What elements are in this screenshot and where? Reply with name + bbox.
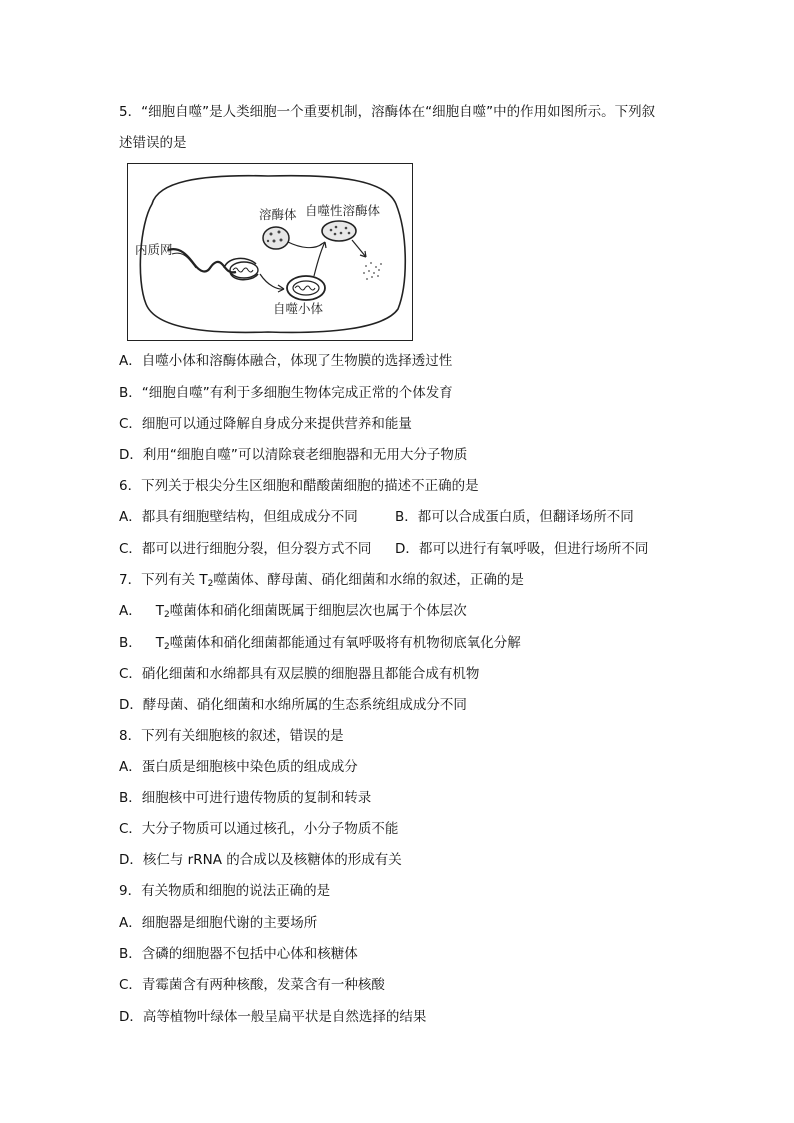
q7-stem [119, 571, 524, 593]
endoplasmic-reticulum-shape [168, 249, 236, 272]
q6-option-c: C．都可以进行细胞分裂，但分裂方式不同 [119, 541, 372, 557]
autophagy-diagram [127, 163, 413, 341]
q8-option-d: D．核仁与 rRNA 的合成以及核糖体的形成有关 [119, 852, 402, 868]
q5-option-b: B．“细胞自噬”有利于多细胞生物体完成正常的个体发育 [119, 385, 453, 401]
q7-option-a-t: T [155, 603, 164, 619]
q5-option-a: A．自噬小体和溶酶体融合，体现了生物膜的选择透过性 [119, 353, 453, 369]
autolysosome-shape [322, 221, 356, 241]
q8-option-c: C．大分子物质可以通过核孔，小分子物质不能 [119, 821, 399, 837]
degraded-fragments-shape [363, 262, 382, 280]
q9-option-d: D．高等植物叶绿体一般呈扁平状是自然选择的结果 [119, 1009, 427, 1025]
q7-option-a-prefix: A． [119, 603, 142, 619]
q5-option-c: C．细胞可以通过降解自身成分来提供营养和能量 [119, 416, 412, 432]
q9-option-c: C．青霉菌含有两种核酸，发菜含有一种核酸 [119, 977, 385, 993]
q6-stem: 6．下列关于根尖分生区细胞和醋酸菌细胞的描述不正确的是 [119, 478, 479, 494]
q8-option-b: B．细胞核中可进行遗传物质的复制和转录 [119, 790, 372, 806]
label-autophagosome: 自噬小体 [273, 301, 324, 316]
q9-stem: 9．有关物质和细胞的说法正确的是 [119, 883, 331, 899]
q5-option-d: D．利用“细胞自噬”可以清除衰老细胞器和无用大分子物质 [119, 447, 468, 463]
label-autolysosome: 自噬性溶酶体 [305, 203, 381, 218]
q7-option-c: C．硝化细菌和水绵都具有双层膜的细胞器且都能合成有机物 [119, 666, 480, 682]
q7-stem-pre: 7．下列有关 T [119, 572, 208, 588]
q6-option-a: A．都具有细胞壁结构，但组成成分不同 [119, 509, 358, 525]
q8-stem: 8．下列有关细胞核的叙述，错误的是 [119, 728, 344, 744]
arrow-to-degraded [352, 240, 366, 257]
label-lysosome: 溶酶体 [259, 207, 297, 222]
q7-option-a [119, 602, 467, 624]
autophagosome-shape [287, 276, 325, 300]
lysosome-shape [263, 227, 289, 249]
q7-stem-subscript: 2 [207, 579, 214, 589]
label-er: 内质网 [135, 242, 173, 257]
q7-option-a-rest: 噬菌体和硝化细菌既属于细胞层次也属于个体层次 [169, 603, 467, 619]
q7-stem-post: 噬菌体、酵母菌、硝化细菌和水绵的叙述，正确的是 [213, 572, 524, 588]
q7-option-a-subscript: 2 [164, 610, 170, 620]
q7-option-b-subscript: 2 [164, 642, 170, 652]
q6-option-b: B．都可以合成蛋白质，但翻译场所不同 [395, 509, 634, 525]
q8-option-a: A．蛋白质是细胞核中染色质的组成成分 [119, 759, 358, 775]
q5-stem-line2: 述错误的是 [119, 135, 187, 151]
q5-stem-line1: 5．“细胞自噬”是人类细胞一个重要机制，溶酶体在“细胞自噬”中的作用如图所示。下列叙 [119, 104, 656, 120]
q9-option-b: B．含磷的细胞器不包括中心体和核糖体 [119, 946, 358, 962]
q6-option-d: D．都可以进行有氧呼吸，但进行场所不同 [395, 541, 649, 557]
mitochondrion-engulfing-shape [224, 258, 258, 279]
q7-option-b [119, 634, 521, 656]
q7-option-d: D．酵母菌、硝化细菌和水绵所属的生态系统组成成分不同 [119, 697, 467, 713]
q9-option-a: A．细胞器是细胞代谢的主要场所 [119, 915, 318, 931]
q7-option-b-t: T [155, 635, 165, 651]
q7-option-b-prefix: B． [119, 635, 142, 651]
q7-option-b-rest: 噬菌体和硝化细菌都能通过有氧呼吸将有机物彻底氧化分解 [169, 635, 521, 651]
